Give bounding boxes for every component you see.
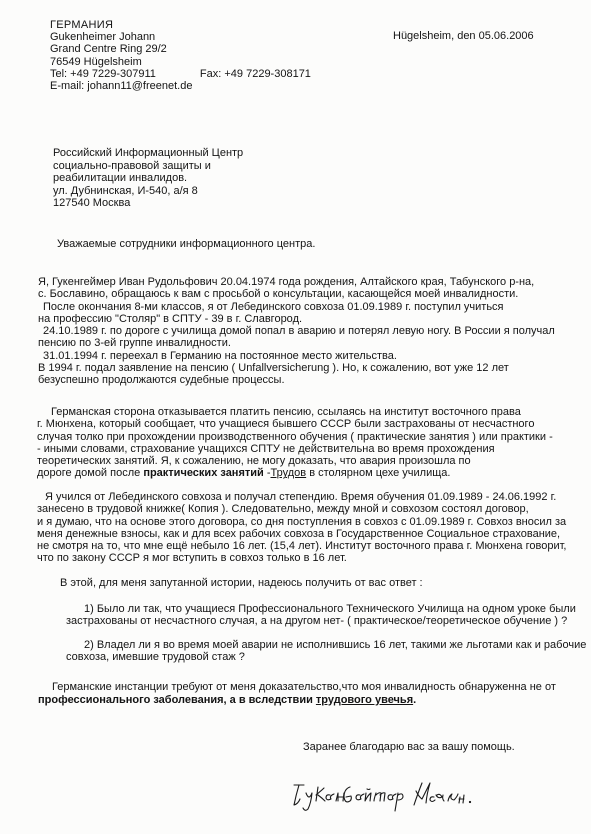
question-1 xyxy=(66,603,576,628)
emphasis-labour-lessons: Трудов xyxy=(270,467,307,480)
sender-fax: Fax: +49 7229-308171 xyxy=(199,67,311,80)
text-line: 24.10.1989 г. по дороге с училища домой попал в аварию и потерял левую ногу. В России я получал xyxy=(43,325,555,338)
place-date: Hügelsheim, den 05.06.2006 xyxy=(393,30,534,42)
text-line: В 1994 г. подал заявление на пенсию ( Unfallversicherung ). Но, к сожалению, вот уже 12 лет xyxy=(38,362,509,375)
text-line: Я учился от Лебединского совхоза и получал степендию. Время обучения 01.09.1989 - 24.06.1992 г. xyxy=(45,491,557,503)
text-line: Германская сторона отказывается платить пенсию, ссылаясь на институт восточного права xyxy=(51,406,521,418)
text-segment: дороге домой после xyxy=(37,467,144,480)
recipient-address xyxy=(53,147,243,210)
emphasis-work-injury: трудового увечья xyxy=(315,693,414,706)
text-line xyxy=(38,694,556,707)
question-2 xyxy=(66,639,586,664)
handwritten-signature xyxy=(288,773,488,817)
recipient-line: реабилитации инвалидов. xyxy=(53,172,188,185)
paragraph-refusal xyxy=(37,406,553,480)
recipient-line: Российский Информационный Центр xyxy=(53,147,244,159)
closing-line: Заранее благодарю вас за вашу помощь. xyxy=(303,741,515,753)
paragraph-studies xyxy=(37,491,566,565)
greeting: Уважаемые сотрудники информационного центра. xyxy=(57,238,316,250)
text-line: Германские инстанции требуют от меня доказательство,что моя инвалидность обнаруженна не от xyxy=(52,681,556,693)
sender-phone: Tel: +49 7229-307911 xyxy=(50,67,156,80)
text-line: г. Мюнхена, который сообщает, что учащиеся бывшего СССР были застрахованы от несчастного xyxy=(37,418,535,431)
sender-phone-fax xyxy=(50,68,311,80)
text-line: пенсию по 3-ей группе инвалидности. xyxy=(38,337,231,350)
sender-city: 76549 Hügelsheim xyxy=(50,55,142,68)
emphasis-practical-lessons: практических занятий xyxy=(143,467,264,480)
text-line: занесено в трудовой книжке( Копия ). Следовательно, между мной и совхозом состоял договор, xyxy=(37,503,529,516)
text-line: 31.01.1994 г. переехал в Германию на постоянное место жительства. xyxy=(43,349,397,362)
paragraph-request: В этой, для меня запутанной истории, надеюсь получить от вас ответ : xyxy=(60,577,423,589)
text-line: меня денежные взносы, как и для всех рабочих совхоза в Государственное Социальное страхование, xyxy=(37,527,561,540)
text-line: 2) Владел ли я во время моей аварии не исполнившись 16 лет, такими же льготами как и рабочие xyxy=(84,639,587,651)
text-segment: . xyxy=(413,693,417,706)
text-line: теоретических занятий. Я, к сожалению, не могу доказать, что авария произошла по xyxy=(37,455,471,468)
recipient-line: социально-правовой защиты и xyxy=(53,159,211,172)
sender-name: Gukenheimer Johann xyxy=(50,31,156,44)
text-line: - иными словами, страхование учащихся СПТУ не действительна во время прохождения xyxy=(37,442,495,455)
text-line: случая толко при прохождении производственного обучения ( практические занятия ) или практики - xyxy=(37,430,553,443)
sender-address xyxy=(50,19,311,92)
text-segment: - xyxy=(263,467,271,480)
text-line: После окончания 8-ми классов, я от Лебединского совхоза 01.09.1989 г. поступил учиться xyxy=(43,300,504,313)
text-segment: , а в вследствии xyxy=(223,693,316,706)
text-line: на профессию "Столяр" в СПТУ - 39 в г. Славгород. xyxy=(38,312,303,325)
text-line: Я, Гукенгеймер Иван Рудольфович 20.04.1974 года рождения, Алтайского края, Табунского р-на, xyxy=(38,276,535,288)
paragraph-demand xyxy=(38,681,556,706)
paragraph-introduction xyxy=(38,276,555,387)
recipient-line: 127540 Москва xyxy=(53,197,131,210)
text-line: что по закону СССР я мог вступить в совхоз только в 16 лет. xyxy=(37,552,347,565)
text-line: безуспешно продолжаются судебные процессы. xyxy=(38,374,285,387)
sender-street: Grand Centre Ring 29/2 xyxy=(50,43,167,56)
sender-email: E-mail: johann11@freenet.de xyxy=(50,80,193,93)
text-line: застрахованы от несчастного случая, а на другом нет- ( практическое/теоретическое обучение ) ? xyxy=(66,615,568,628)
text-line: с. Бославино, обращаюсь к вам с просьбой о консультации, касающейся моей инвалидности. xyxy=(38,288,519,301)
text-line xyxy=(37,467,553,479)
text-segment: в столярном цехе училища. xyxy=(306,467,451,480)
text-line: совхоза, имевшие трудовой стаж ? xyxy=(66,651,245,664)
text-line: 1) Было ли так, что учащиеся Профессионального Технического Училища на одном уроке были xyxy=(84,603,576,615)
text-line: не смотря на то, что мне ещё небыло 16 лет. (15,4 лет). Институт восточного права г. Мюнхена говорит, xyxy=(37,540,567,553)
sender-country: ГЕРМАНИЯ xyxy=(50,19,114,31)
recipient-line: ул. Дубнинская, И-540, а/я 8 xyxy=(53,184,198,197)
emphasis-occupational-disease: профессионального заболевания xyxy=(38,693,224,706)
signature-image xyxy=(288,773,488,817)
text-line: и я думаю, что на основе этого договора, со дня поступления в совхоз с 01.09.1989 г. Совхоз вносил за xyxy=(37,515,567,528)
